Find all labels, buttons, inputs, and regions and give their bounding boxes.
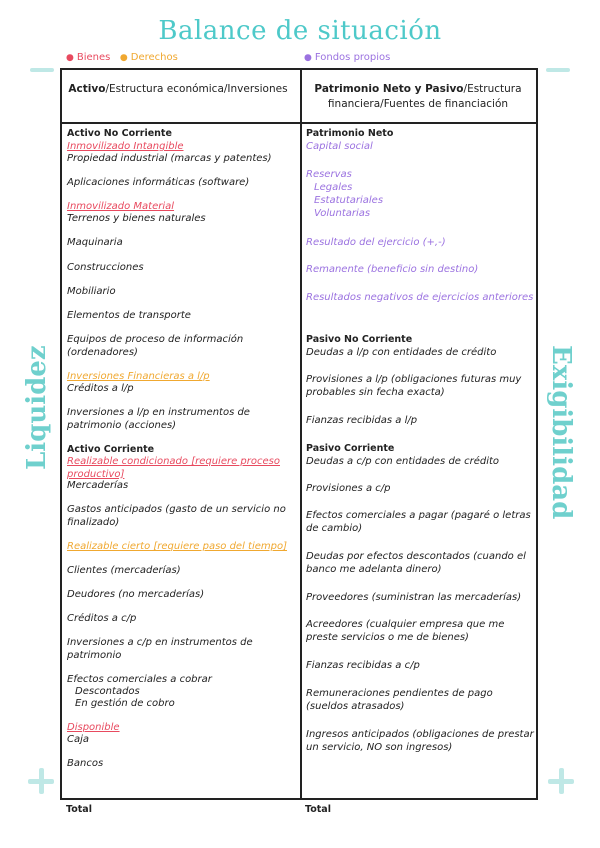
item-estatutarias: Estatutariales — [314, 195, 384, 206]
header-pasivo-bold: Patrimonio Neto y Pasivo — [314, 83, 464, 95]
item-propiedad-industrial: Propiedad industrial (marcas y patentes) — [67, 153, 272, 164]
group-inv-financieras: Inversiones Financieras a l/p — [67, 371, 210, 382]
item-deudas-descontados: Deudas por efectos descontados (cuando el banco me adelanta dinero) — [306, 551, 526, 575]
plus-decoration-icon — [28, 768, 54, 794]
section-pc: Pasivo Corriente — [306, 443, 395, 454]
legend-right — [304, 52, 390, 63]
item-maquinaria: Maquinaria — [67, 237, 123, 248]
group-realizable-cierto: Realizable cierto [requiere paso del tiempo] — [67, 541, 287, 552]
item-elementos-transporte: Elementos de transporte — [67, 310, 191, 321]
item-provisiones-cp: Provisiones a c/p — [306, 483, 391, 494]
item-fianzas-cp: Fianzas recibidas a c/p — [306, 660, 420, 671]
item-resultados-negativos: Resultados negativos de ejercicios anteriores — [306, 292, 534, 303]
item-capital-social: Capital social — [306, 141, 373, 152]
item-voluntarias: Voluntarias — [314, 208, 371, 219]
item-provisiones-lp: Provisiones a l/p (obligaciones futuras muy probables sin fecha exacta) — [306, 374, 522, 398]
section-ac: Activo Corriente — [67, 444, 155, 455]
item-clientes: Clientes (mercaderías) — [67, 565, 181, 576]
item-remanente: Remanente (beneficio sin destino) — [306, 264, 479, 275]
item-terrenos: Terrenos y bienes naturales — [67, 213, 206, 224]
header-activo-rest: /Estructura económica/Inversiones — [105, 83, 288, 95]
fondos-dot-icon: ● — [304, 53, 312, 63]
bienes-dot-icon: ● — [66, 53, 74, 63]
legend-fondos: Fondos propios — [314, 52, 391, 63]
item-mobiliario: Mobiliario — [67, 286, 116, 297]
item-fianzas-lp: Fianzas recibidas a l/p — [306, 415, 418, 426]
item-descontados: Descontados — [75, 686, 140, 697]
section-pnc: Pasivo No Corriente — [306, 334, 413, 345]
deco-line-left — [30, 68, 54, 72]
item-construcciones: Construcciones — [67, 262, 144, 273]
total-pasivo: Total — [305, 804, 331, 815]
item-caja: Caja — [67, 734, 90, 745]
item-efectos-pagar: Efectos comerciales a pagar (pagaré o letras de cambio) — [306, 510, 531, 534]
balance-table — [60, 68, 538, 800]
item-resultado-ejercicio: Resultado del ejercicio (+,-) — [306, 237, 446, 248]
item-remuneraciones: Remuneraciones pendientes de pago (sueldos atrasados) — [306, 688, 493, 712]
item-ingresos-anticipados: Ingresos anticipados (obligaciones de prestar un servicio, NO son ingresos) — [306, 729, 534, 753]
item-gastos-anticipados: Gastos anticipados (gasto de un servicio no finalizado) — [67, 504, 286, 528]
derechos-dot-icon: ● — [119, 53, 128, 63]
item-proveedores: Proveedores (suministran las mercaderías) — [306, 592, 522, 603]
legend-bienes: Bienes — [76, 52, 111, 63]
side-label-exigibilidad: Exigibilidad — [546, 345, 576, 520]
item-equipos: Equipos de proceso de información (ordenadores) — [67, 334, 244, 358]
deco-line-right — [546, 68, 570, 72]
item-gestion-cobro: En gestión de cobro — [75, 698, 175, 709]
header-activo-bold: Activo — [68, 83, 106, 95]
item-creditos-cp: Créditos a c/p — [67, 613, 137, 624]
page-title: Balance de situación — [158, 16, 442, 46]
total-activo: Total — [66, 804, 92, 815]
section-anc: Activo No Corriente — [67, 128, 172, 139]
legend-derechos: Derechos — [130, 52, 178, 63]
item-deudores: Deudores (no mercaderías) — [67, 589, 205, 600]
side-label-liquidez: Liquidez — [22, 345, 52, 470]
plus-decoration-icon — [548, 768, 574, 794]
item-creditos-lp: Créditos a l/p — [67, 383, 134, 394]
section-pn: Patrimonio Neto — [306, 128, 394, 139]
header-activo — [62, 82, 294, 97]
item-aplicaciones: Aplicaciones informáticas (software) — [67, 177, 250, 188]
item-acreedores: Acreedores (cualquier empresa que me preste servicios o me de bienes) — [306, 619, 505, 643]
item-deudas-cp: Deudas a c/p con entidades de crédito — [306, 456, 500, 467]
item-inversiones-cp: Inversiones a c/p en instrumentos de patrimonio — [67, 637, 253, 661]
item-efectos-cobrar: Efectos comerciales a cobrar — [67, 674, 212, 685]
item-mercaderias: Mercaderías — [67, 480, 129, 491]
group-disponible: Disponible — [67, 722, 120, 733]
legend-left — [66, 52, 178, 63]
group-inm-intangible: Inmovilizado Intangible — [67, 141, 184, 152]
header-pasivo — [302, 82, 534, 112]
group-realizable-condicionado: Realizable condicionado [requiere proceso productivo] — [67, 456, 280, 480]
header-divider — [62, 122, 536, 124]
group-inm-material: Inmovilizado Material — [67, 201, 175, 212]
item-bancos: Bancos — [67, 758, 104, 769]
header-pasivo-rest: /Estructura financiera/Fuentes de financiación — [327, 83, 522, 110]
item-legales: Legales — [314, 182, 353, 193]
item-inversiones-lp: Inversiones a l/p en instrumentos de patrimonio (acciones) — [67, 407, 250, 431]
item-reservas: Reservas — [306, 169, 352, 180]
item-deudas-lp: Deudas a l/p con entidades de crédito — [306, 347, 497, 358]
